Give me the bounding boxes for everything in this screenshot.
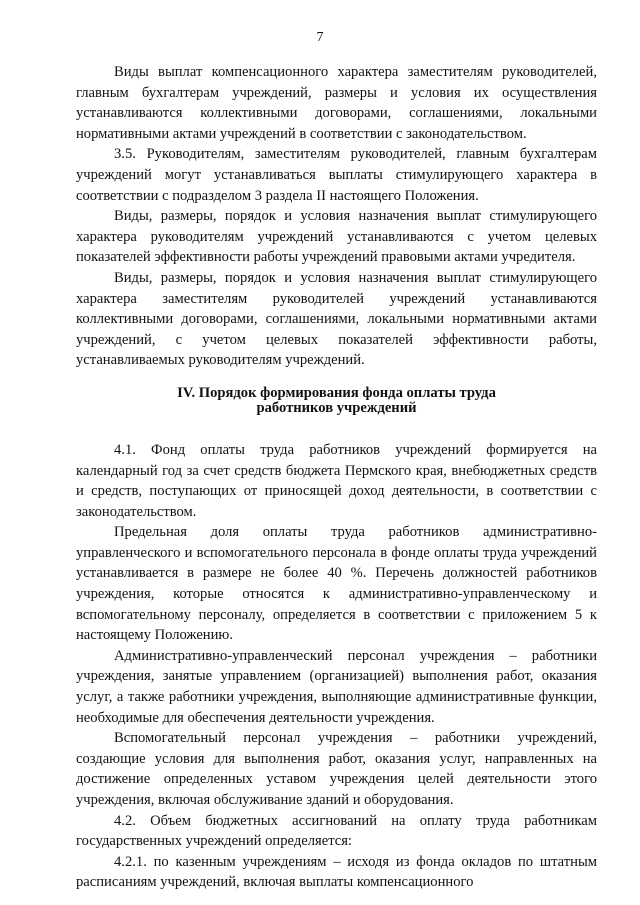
paragraph: 3.5. Руководителям, заместителям руководителей, главным бухгалтерам учреждений могут устанавливаться выплаты стимулирующего характера в соответствии с подразделом 3 раздела II настоящего Положения. (76, 146, 597, 204)
section-heading (76, 386, 597, 416)
paragraph: Виды, размеры, порядок и условия назначения выплат стимулирующего характера руководителям учреждений устанавливаются с учетом целевых показателей эффективности работы учреждений правовыми актами учредителя. (76, 208, 597, 266)
paragraph: 4.2. Объем бюджетных ассигнований на оплату труда работникам государственных учреждений определяется: (76, 812, 597, 850)
section-heading-line-1: IV. Порядок формирования фонда оплаты труда (177, 384, 496, 401)
page-number: 7 (316, 30, 324, 45)
paragraph: Виды, размеры, порядок и условия назначения выплат стимулирующего характера заместителям руководителей учреждений устанавливаются коллективными договорами, соглашениями, локальными нормативными актами учреждений, с учетом целевых показателей эффективности работы, устанавливаемых руководителям учреждений. (76, 269, 597, 369)
section-heading-line-2: работников учреждений (256, 399, 417, 416)
document-body (76, 62, 597, 893)
paragraph: Виды выплат компенсационного характера заместителям руководителей, главным бухгалтерам учреждений, размеры и условия их осуществления устанавливаются коллективными договорами, соглашениями, локальными нормативными актами учреждений в соответствии с законодательством. (76, 64, 597, 142)
paragraph: Административно-управленческий персонал учреждения – работники учреждения, занятые управлением (организацией) выполнения работ, оказания услуг, а также работники учреждения, выполняющие административные функции, необходимые для обеспечения деятельности учреждения. (76, 647, 597, 726)
paragraph: Предельная доля оплаты труда работников административно-управленческого и вспомогательного персонала в фонде оплаты труда учреждений устанавливается в размере не более 40 %. Перечень должностей работников учреждения, которые относятся к административно-управленческому и вспомогательному персоналу, определяется в соответствии с приложением 5 к настоящему Положению. (76, 524, 597, 644)
paragraph: 4.2.1. по казенным учреждениям – исходя из фонда окладов по штатным расписаниям учреждений, включая выплаты компенсационного (76, 853, 597, 891)
paragraph: Вспомогательный персонал учреждения – работники учреждений, создающие условия для выполнения работ, оказания услуг, направленных на достижение определенных уставом учреждения целей деятельности этого учреждения, включая обслуживание зданий и оборудования. (76, 730, 597, 808)
paragraph: 4.1. Фонд оплаты труда работников учреждений формируется на календарный год за счет средств бюджета Пермского края, внебюджетных средств и средств, поступающих от приносящей доход деятельности, в соответствии с законодательством. (76, 441, 597, 520)
